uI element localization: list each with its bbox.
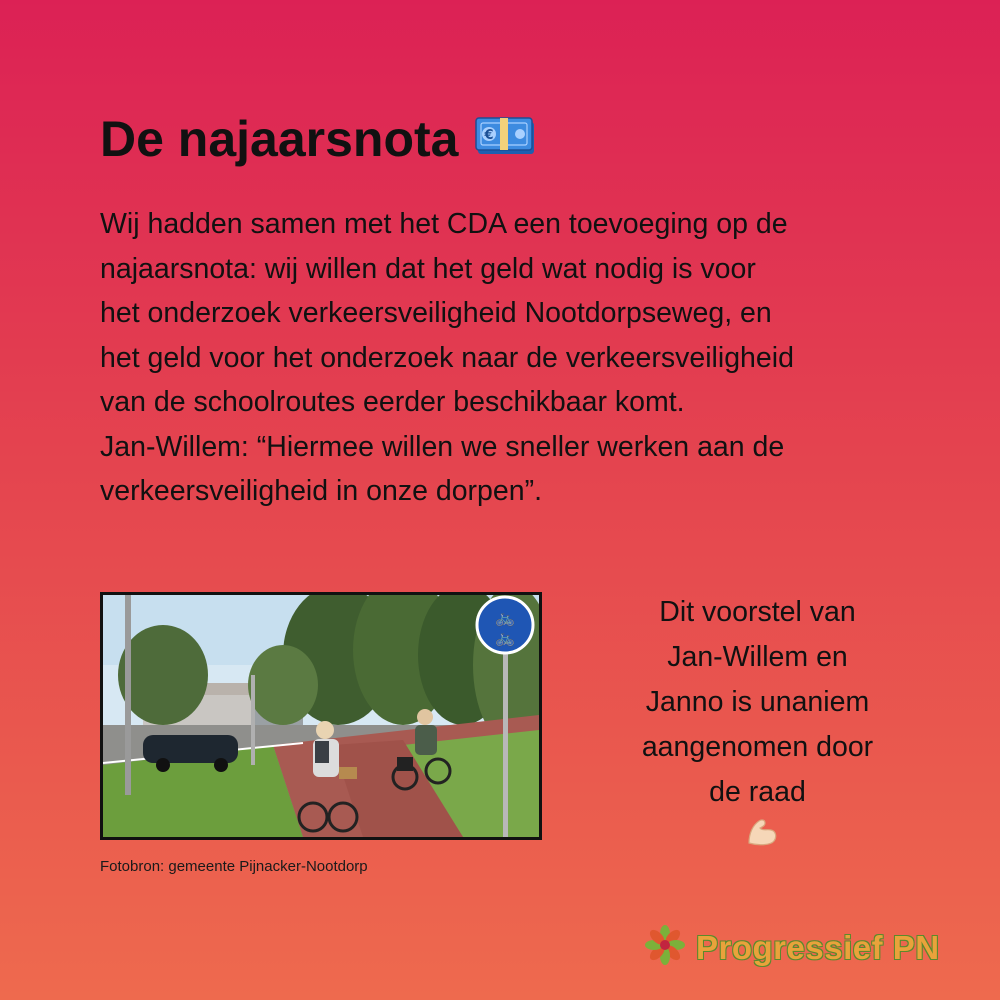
- photo-caption: Fotobron: gemeente Pijnacker-Nootdorp: [100, 858, 368, 875]
- side-line: aangenomen door: [641, 731, 874, 763]
- svg-text:€: €: [484, 128, 495, 143]
- side-line: de raad: [709, 776, 806, 808]
- body-paragraph: [100, 202, 900, 514]
- page-title: [100, 108, 536, 170]
- party-logo: [644, 924, 940, 971]
- title-text: De najaarsnota: [100, 111, 459, 167]
- flexed-biceps-icon: [618, 815, 905, 861]
- euro-banknote-icon: [474, 108, 536, 170]
- body-line: najaarsnota: wij willen dat het geld wat nodig is voor: [100, 252, 756, 285]
- body-line: het onderzoek verkeersveiligheid Nootdorpseweg, en: [100, 297, 772, 329]
- body-line: Wij hadden samen met het CDA een toevoeging op de: [100, 208, 788, 240]
- body-line: verkeersveiligheid in onze dorpen”.: [100, 475, 543, 507]
- side-statement: [610, 590, 905, 861]
- side-line: Janno is unaniem: [645, 686, 870, 718]
- svg-text:🚲: 🚲: [495, 608, 515, 627]
- body-line: het geld voor het onderzoek naar de verkeersveiligheid: [100, 341, 794, 374]
- logo-text: Progressief PN: [696, 928, 940, 966]
- side-line: Jan-Willem en: [667, 641, 848, 673]
- body-line: van de schoolroutes eerder beschikbaar komt.: [100, 386, 685, 418]
- flower-icon: [644, 924, 686, 971]
- body-line: Jan-Willem: “Hiermee willen we sneller werken aan de: [100, 430, 785, 463]
- side-line-last: [610, 770, 905, 861]
- svg-text:🚲: 🚲: [495, 628, 515, 647]
- side-line: Dit voorstel van: [659, 596, 856, 628]
- cycle-path-photo: [100, 592, 542, 840]
